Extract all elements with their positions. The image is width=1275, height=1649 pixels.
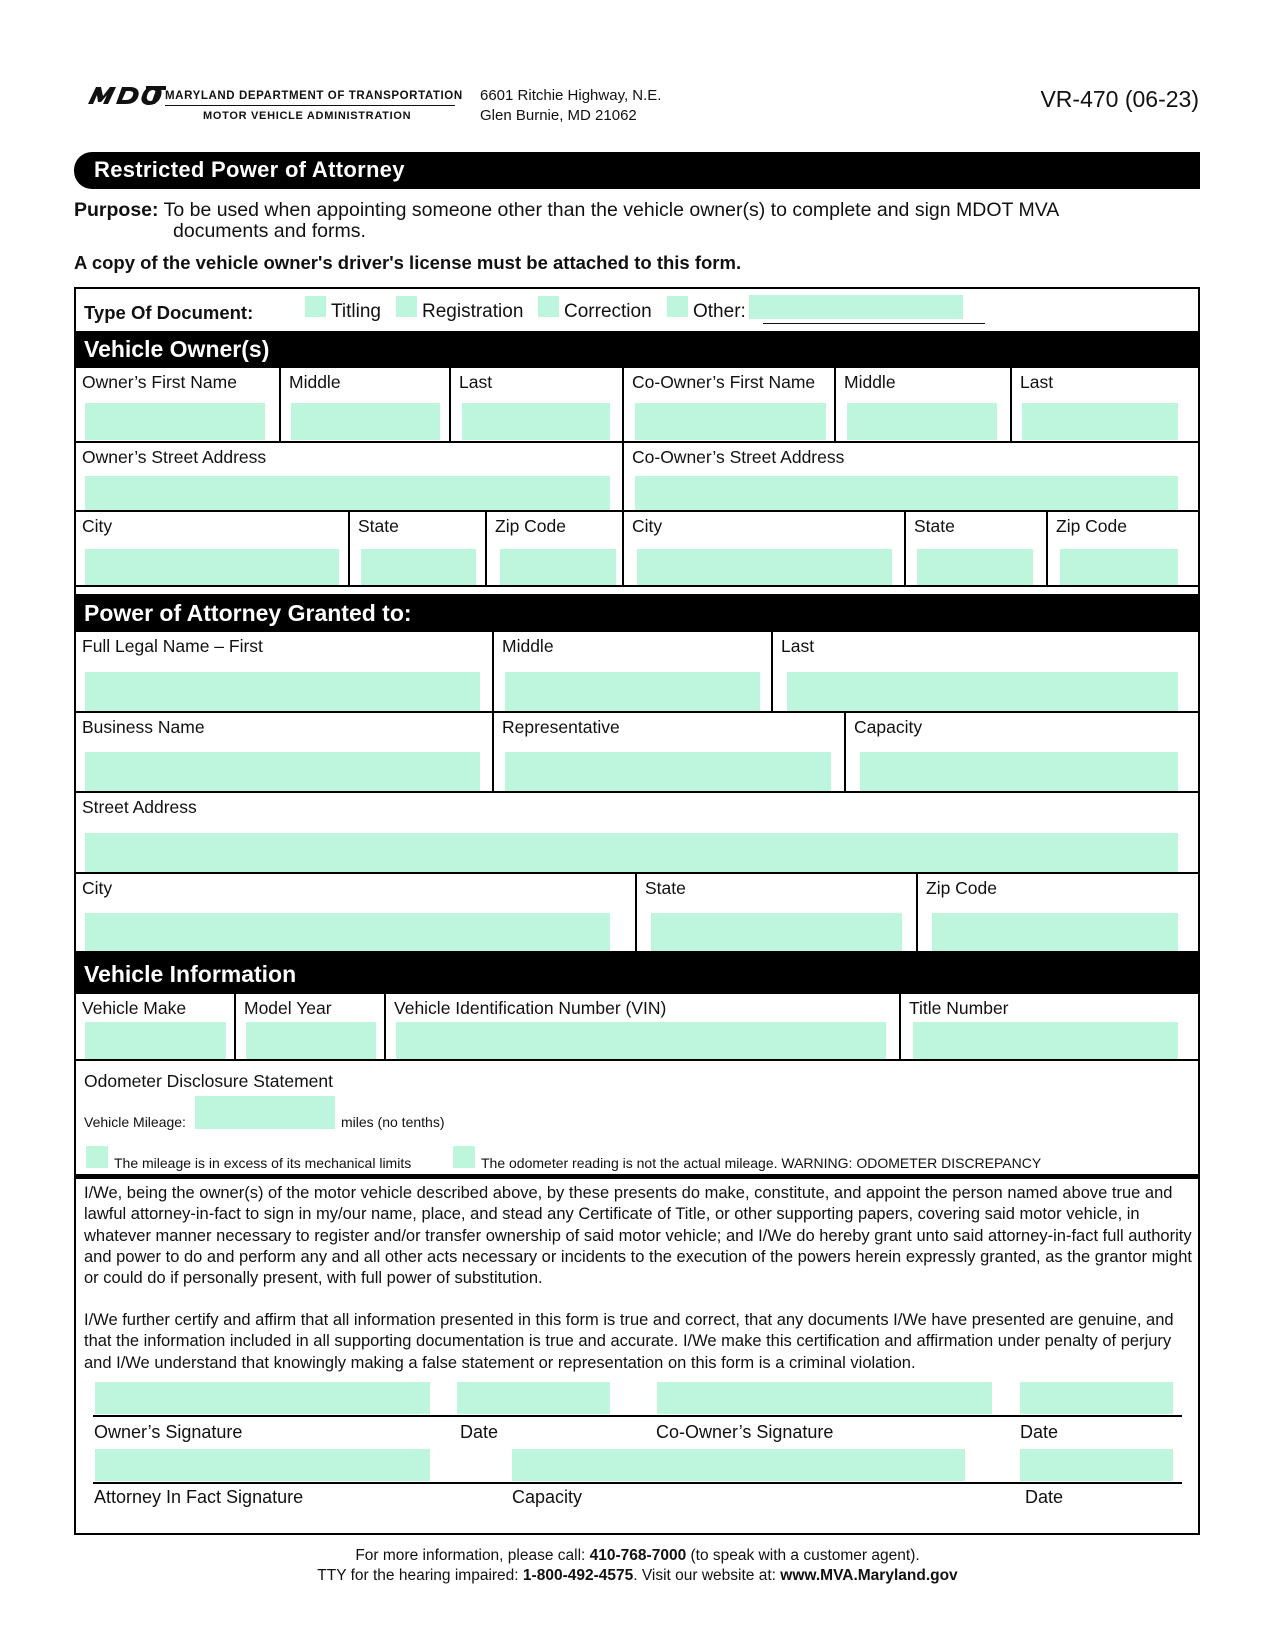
co-owner-state-input[interactable] <box>917 549 1033 585</box>
address-line-1: 6601 Ritchie Highway, N.E. <box>480 87 662 104</box>
poa-city-input[interactable] <box>85 913 610 951</box>
mileage-excess-checkbox[interactable] <box>86 1146 108 1168</box>
business-name-input[interactable] <box>85 752 480 791</box>
vehicle-make-input[interactable] <box>85 1022 226 1059</box>
registration-label: Registration <box>422 301 524 322</box>
co-owner-date-label: Date <box>1020 1422 1059 1442</box>
representative-label: Representative <box>502 717 620 737</box>
co-owner-date-input[interactable] <box>1020 1382 1173 1414</box>
capacity-input[interactable] <box>860 752 1178 791</box>
capacity-label: Capacity <box>854 717 923 737</box>
model-year-label: Model Year <box>244 998 332 1018</box>
title-number-input[interactable] <box>913 1022 1178 1059</box>
poa-last-input[interactable] <box>787 672 1178 711</box>
purpose-line-2: documents and forms. <box>173 220 366 242</box>
owner-first-name-label: Owner’s First Name <box>82 372 237 392</box>
footer-phone: 410-768-7000 <box>589 1547 687 1564</box>
attorney-capacity-label: Capacity <box>512 1487 583 1507</box>
co-owner-street-label: Co-Owner’s Street Address <box>632 447 845 467</box>
co-owner-city-label: City <box>632 516 663 536</box>
owner-street-label: Owner’s Street Address <box>82 447 267 467</box>
purpose-label: Purpose: <box>74 199 159 221</box>
poa-first-name-label: Full Legal Name – First <box>82 636 263 656</box>
owner-last-label: Last <box>459 372 493 392</box>
miles-suffix: miles (no tenths) <box>341 1114 445 1130</box>
vin-input[interactable] <box>396 1022 886 1059</box>
odometer-divider <box>74 1174 1200 1179</box>
odometer-discrepancy-label: The odometer reading is not the actual mileage. WARNING: ODOMETER DISCREPANCY <box>481 1155 1042 1171</box>
poa-city-label: City <box>82 878 113 898</box>
form-title: Restricted Power of Attorney <box>74 152 1200 189</box>
owner-signature-label: Owner’s Signature <box>94 1422 243 1442</box>
poa-state-label: State <box>645 878 686 898</box>
co-owner-middle-input[interactable] <box>847 403 997 440</box>
owner-date-label: Date <box>460 1422 499 1442</box>
vehicle-make-label: Vehicle Make <box>82 998 187 1018</box>
footer-info <box>0 1546 1275 1586</box>
mdot-logo-mark <box>86 84 166 108</box>
correction-checkbox[interactable] <box>538 296 559 317</box>
poa-middle-input[interactable] <box>505 672 760 711</box>
business-name-label: Business Name <box>82 717 205 737</box>
co-owner-zip-input[interactable] <box>1060 549 1178 585</box>
administration-name: MOTOR VEHICLE ADMINISTRATION <box>203 110 412 122</box>
co-owner-last-label: Last <box>1020 372 1054 392</box>
co-owner-signature-input[interactable] <box>657 1382 992 1414</box>
poa-last-label: Last <box>781 636 815 656</box>
representative-input[interactable] <box>505 752 831 791</box>
owner-first-name-input[interactable] <box>85 403 265 440</box>
footer-line-1 <box>0 1546 1275 1566</box>
footer-call-text: For more information, please call: <box>355 1547 590 1564</box>
attorney-date-input[interactable] <box>1020 1449 1173 1481</box>
co-owner-middle-label: Middle <box>844 372 896 392</box>
owner-last-input[interactable] <box>462 403 610 440</box>
owner-date-input[interactable] <box>457 1382 610 1414</box>
vin-label: Vehicle Identification Number (VIN) <box>394 998 667 1018</box>
owner-street-input[interactable] <box>85 476 610 510</box>
address-line-2: Glen Burnie, MD 21062 <box>480 107 637 124</box>
co-owner-zip-label: Zip Code <box>1056 516 1128 536</box>
owner-middle-label: Middle <box>289 372 341 392</box>
poa-state-input[interactable] <box>651 913 902 951</box>
owner-city-input[interactable] <box>85 549 339 585</box>
other-checkbox[interactable] <box>667 296 688 317</box>
owner-city-label: City <box>82 516 113 536</box>
owner-state-input[interactable] <box>361 549 476 585</box>
co-owner-first-name-input[interactable] <box>635 403 826 440</box>
mileage-excess-label: The mileage is in excess of its mechanical limits <box>114 1155 412 1171</box>
co-owner-last-input[interactable] <box>1022 403 1178 440</box>
owner-middle-input[interactable] <box>291 403 440 440</box>
poa-middle-label: Middle <box>502 636 554 656</box>
co-owner-street-input[interactable] <box>635 476 1178 510</box>
section-poa-granted: Power of Attorney Granted to: <box>74 594 1200 632</box>
footer-website-text: . Visit our website at: <box>633 1567 781 1584</box>
co-owner-first-name-label: Co-Owner’s First Name <box>632 372 816 392</box>
title-number-label: Title Number <box>909 998 1009 1018</box>
odometer-discrepancy-checkbox[interactable] <box>453 1146 475 1168</box>
owner-state-label: State <box>358 516 399 536</box>
attorney-capacity-input[interactable] <box>512 1449 965 1481</box>
footer-tty-number: 1-800-492-4575 <box>522 1567 634 1584</box>
footer-agent-text: (to speak with a customer agent). <box>686 1547 920 1564</box>
statement-paragraph-1: I/We, being the owner(s) of the motor vehicle described above, by these presents do make, constitute, and appoint the person named above true and lawful attorney-in-fact to sign in my/our name, place, and stead any Certificate of Title, or other supporting papers, covering said motor vehicle, in whatever manner necessary to register and/or transfer ownership of said motor vehicle; and I/We do hereby grant unto said attorney-in-fact full authority and power to do and perform any and all other acts necessary or incidents to the execution of the powers herein expressly granted, as the grantor might or could do if personally present, with full power of substitution. <box>84 1184 1192 1288</box>
attorney-signature-label: Attorney In Fact Signature <box>94 1487 304 1507</box>
attorney-date-label: Date <box>1025 1487 1064 1507</box>
purpose-line-1: To be used when appointing someone other than the vehicle owner(s) to complete and sign MDOT MVA <box>163 199 1060 221</box>
attorney-signature-input[interactable] <box>95 1449 430 1481</box>
co-owner-city-input[interactable] <box>637 549 892 585</box>
signature-line-1 <box>93 1415 1182 1417</box>
type-of-document-label: Type Of Document: <box>84 302 254 323</box>
section-vehicle-owners: Vehicle Owner(s) <box>74 331 1200 368</box>
owner-zip-input[interactable] <box>500 549 616 585</box>
form-number: VR-470 (06-23) <box>1040 86 1199 112</box>
footer-website-link[interactable]: www.MVA.Maryland.gov <box>780 1567 958 1584</box>
footer-line-2 <box>0 1566 1275 1586</box>
poa-first-name-input[interactable] <box>85 672 480 711</box>
poa-zip-label: Zip Code <box>926 878 998 898</box>
mileage-label: Vehicle Mileage: <box>84 1114 186 1130</box>
poa-zip-input[interactable] <box>932 913 1178 951</box>
other-underline <box>763 323 985 324</box>
other-document-input[interactable] <box>749 295 963 319</box>
other-label: Other: <box>693 301 746 322</box>
statement-paragraph-2: I/We further certify and affirm that all information presented in this form is true and correct, that any documents I/We have presented are genuine, and that the information included in all supporting documentation is true and accurate. I/We make this certification and affirmation under penalty of perjury and I/We understand that knowingly making a false statement or representation on this form is a criminal violation. <box>84 1311 1174 1372</box>
owner-signature-input[interactable] <box>95 1382 430 1414</box>
model-year-input[interactable] <box>246 1022 376 1059</box>
poa-street-label: Street Address <box>82 797 197 817</box>
signature-line-2 <box>93 1482 1182 1484</box>
co-owner-state-label: State <box>914 516 955 536</box>
titling-label: Titling <box>331 301 381 322</box>
mva-address <box>480 86 661 126</box>
mileage-input[interactable] <box>195 1096 335 1129</box>
owner-zip-label: Zip Code <box>495 516 567 536</box>
department-name: MARYLAND DEPARTMENT OF TRANSPORTATION <box>165 90 463 102</box>
titling-checkbox[interactable] <box>305 296 326 317</box>
section-vehicle-information: Vehicle Information <box>74 953 1200 994</box>
mdot-logo <box>86 84 463 124</box>
correction-label: Correction <box>564 301 652 322</box>
odometer-title: Odometer Disclosure Statement <box>84 1071 333 1091</box>
license-copy-note: A copy of the vehicle owner's driver's license must be attached to this form. <box>74 252 742 273</box>
purpose-text <box>74 200 1174 242</box>
logo-divider <box>165 105 455 106</box>
registration-checkbox[interactable] <box>396 296 417 317</box>
co-owner-signature-label: Co-Owner’s Signature <box>656 1422 834 1442</box>
footer-tty-text: TTY for the hearing impaired: <box>317 1567 523 1584</box>
poa-street-input[interactable] <box>85 833 1178 872</box>
